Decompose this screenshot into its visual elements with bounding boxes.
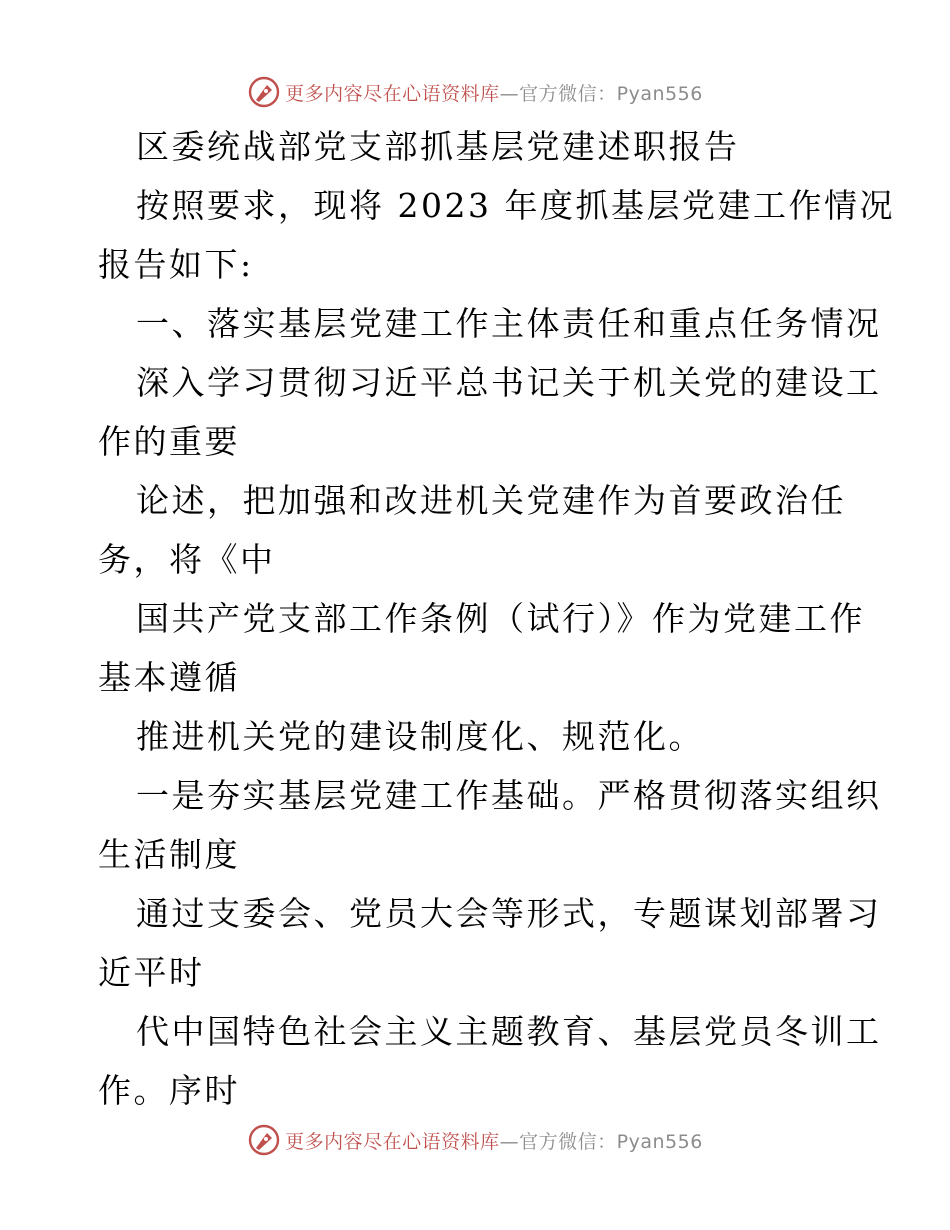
paragraph-line: 务，将《中 [98, 540, 276, 579]
paragraph-line: 深入学习贯彻习近平总书记关于机关党的建设工 [136, 363, 882, 402]
paragraph-line: 基本遵循 [98, 658, 240, 697]
document-body [98, 117, 895, 1120]
paragraph-line: 国共产党支部工作条例（试行）》作为党建工作 [136, 599, 865, 638]
paragraph-line: 作。序时 [98, 1071, 240, 1110]
paragraph-line: 代中国特色社会主义主题教育、基层党员冬训工 [136, 1012, 882, 1051]
footer-watermark [0, 1120, 950, 1160]
pen-nib-logo-icon [247, 75, 281, 109]
paragraph-line: 作的重要 [98, 422, 240, 461]
watermark-text: 更多内容尽在心语资料库—官方微信：Pyan556 [285, 1130, 703, 1153]
watermark-text: 更多内容尽在心语资料库—官方微信：Pyan556 [285, 82, 703, 105]
paragraph-line: 通过支委会、党员大会等形式，专题谋划部署习 [136, 894, 882, 933]
paragraph-line: 论述，把加强和改进机关党建作为首要政治任 [136, 481, 846, 520]
paragraph-line: 推进机关党的建设制度化、规范化。 [136, 717, 704, 756]
header-watermark [0, 72, 950, 112]
pen-nib-logo-icon [247, 1123, 281, 1157]
paragraph-line: 一是夯实基层党建工作基础。严格贯彻落实组织 [136, 776, 882, 815]
paragraph-line: 近平时 [98, 953, 205, 992]
paragraph-line: 报告如下: [98, 245, 254, 284]
document-title: 区委统战部党支部抓基层党建述职报告 [136, 127, 740, 166]
section-heading: 一、落实基层党建工作主体责任和重点任务情况 [136, 304, 882, 343]
paragraph-line: 生活制度 [98, 835, 240, 874]
paragraph-line: 按照要求，现将 2023 年度抓基层党建工作情况 [136, 186, 895, 225]
